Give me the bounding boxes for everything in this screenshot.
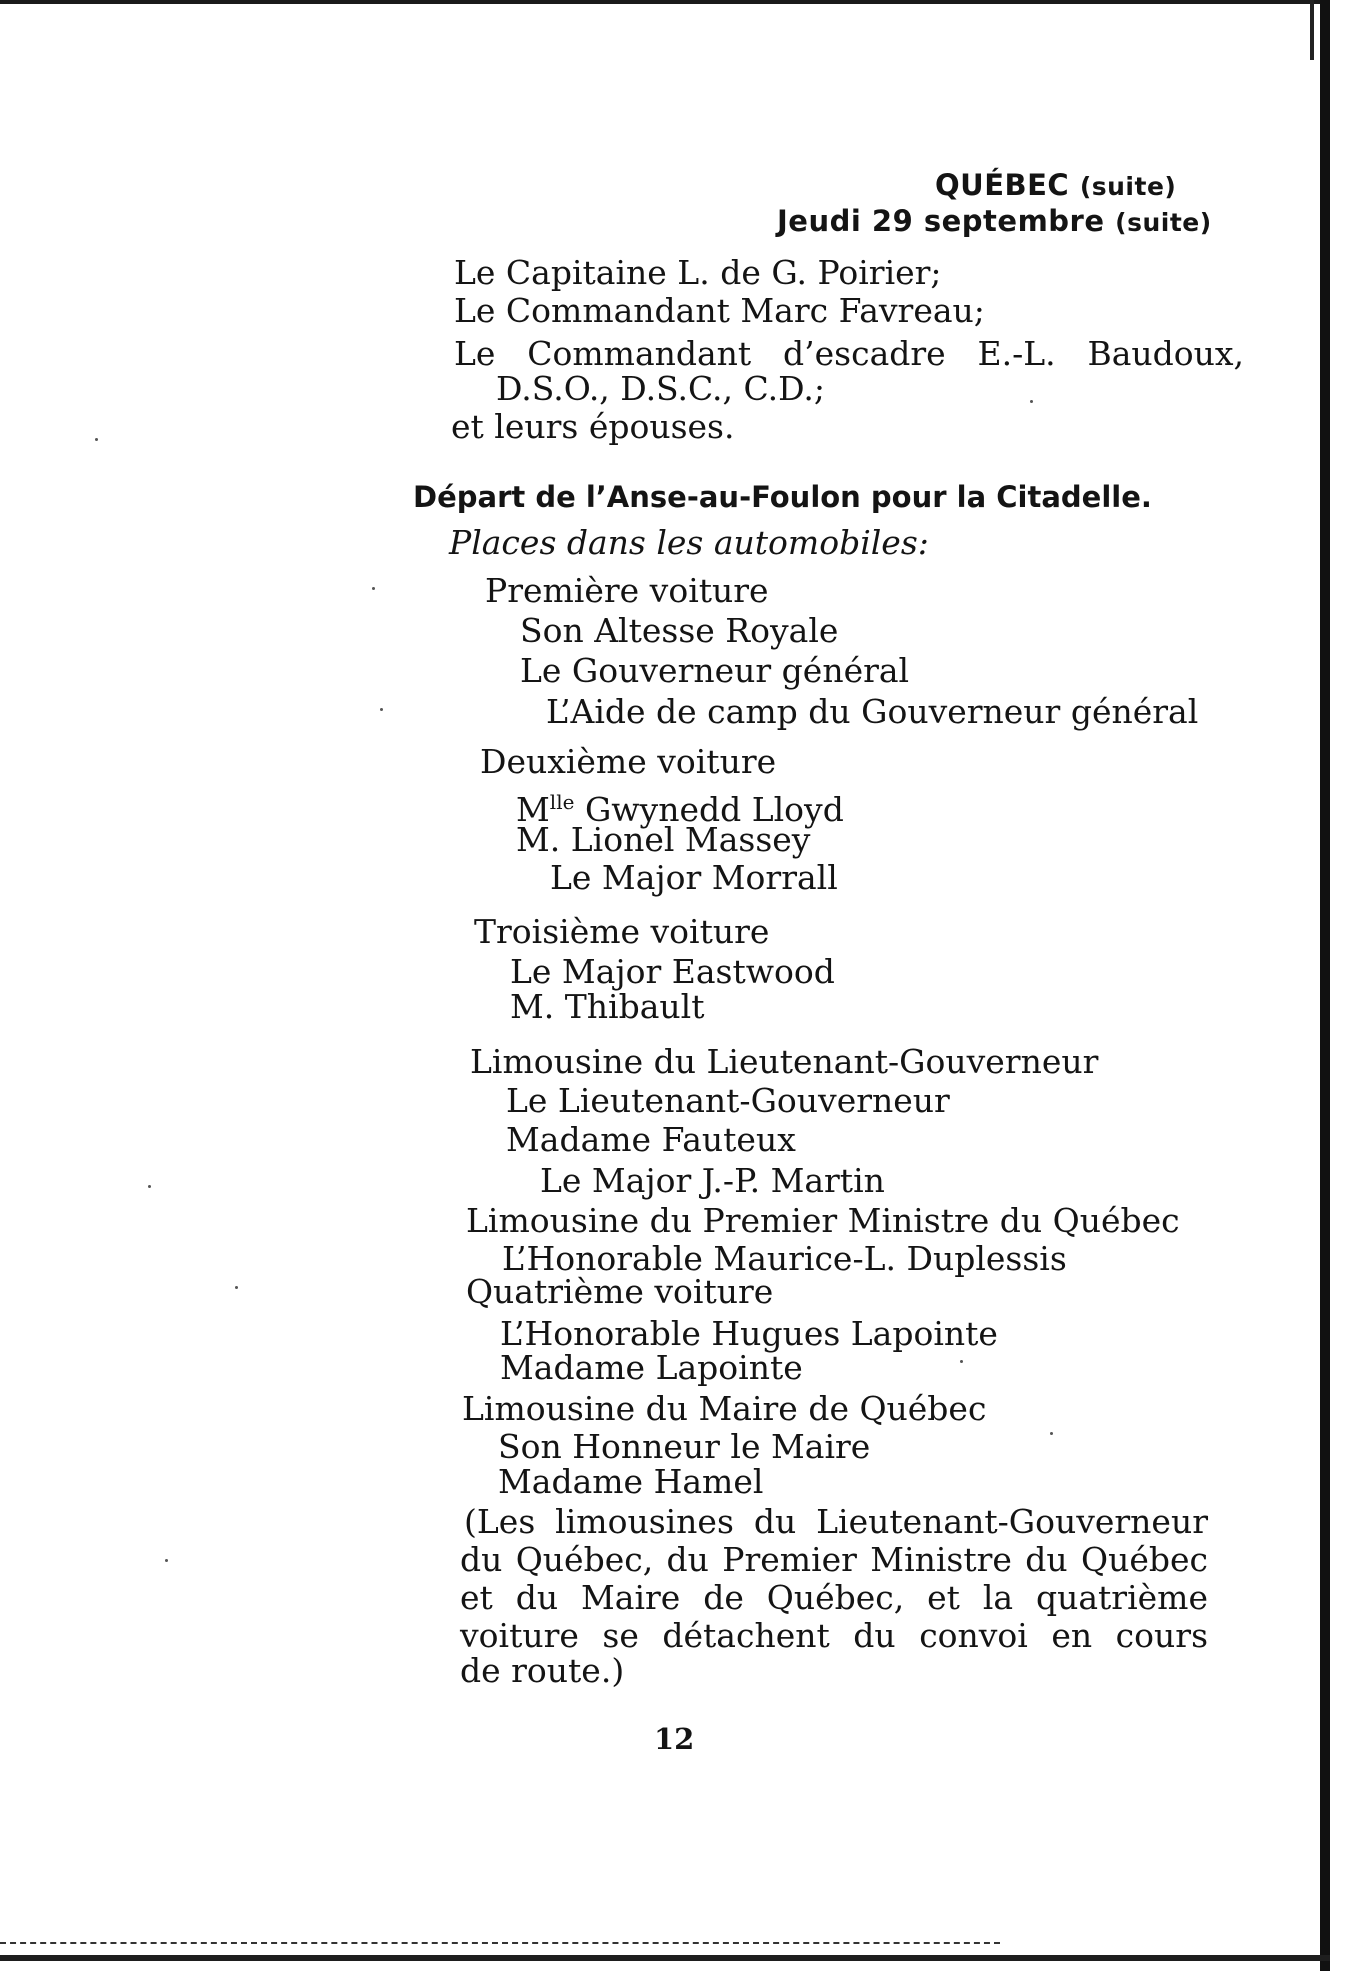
car-passenger: Le Major J.-P. Martin xyxy=(540,1161,885,1200)
car-passenger: Son Honneur le Maire xyxy=(498,1427,871,1466)
car-title: Première voiture xyxy=(485,571,769,610)
header-date xyxy=(777,202,1212,242)
header-date-text: Jeudi 29 septembre xyxy=(777,204,1105,238)
title-prefix: M xyxy=(516,790,550,829)
section-heading: Départ de l’Anse-au-Foulon pour la Citadelle. xyxy=(413,480,1152,514)
speck xyxy=(165,1559,168,1562)
header-place xyxy=(935,166,1176,206)
header-place-suffix: (suite) xyxy=(1079,172,1177,201)
car-passenger: M. Thibault xyxy=(510,987,705,1026)
car-title: Limousine du Maire de Québec xyxy=(462,1389,987,1428)
scan-edge-bottom xyxy=(0,1955,1330,1961)
car-passenger: Le Lieutenant-Gouverneur xyxy=(506,1081,950,1120)
car-passenger: L’Honorable Hugues Lapointe xyxy=(500,1314,998,1353)
speck xyxy=(148,1185,151,1188)
guest-line-justified xyxy=(454,335,1244,373)
car-title: Limousine du Lieutenant-Gouverneur xyxy=(470,1042,1099,1081)
car-passenger: Son Altesse Royale xyxy=(520,611,839,650)
note-line: de route.) xyxy=(460,1651,625,1690)
car-title: Quatrième voiture xyxy=(466,1272,774,1311)
speck xyxy=(380,708,383,711)
scan-edge-right-accent xyxy=(1310,0,1314,60)
scan-edge-top xyxy=(0,0,1330,4)
car-passenger: Madame Fauteux xyxy=(506,1120,796,1159)
guest-word: d’escadre xyxy=(783,334,946,373)
note-line: voiture se détachent du convoi en cours xyxy=(460,1616,1208,1655)
car-title: Limousine du Premier Ministre du Québec xyxy=(466,1201,1180,1240)
scan-edge-right xyxy=(1320,0,1330,1971)
scan-edge-bottom-dashed xyxy=(0,1942,1000,1946)
note-line: du Québec, du Premier Ministre du Québec xyxy=(460,1540,1208,1579)
guest-line: Le Capitaine L. de G. Poirier; xyxy=(454,253,942,292)
car-passenger: Madame Lapointe xyxy=(500,1348,803,1387)
car-passenger: L’Aide de camp du Gouverneur général xyxy=(546,692,1199,731)
car-passenger: Madame Hamel xyxy=(498,1462,764,1501)
car-passenger: Le Gouverneur général xyxy=(520,651,910,690)
guest-line: D.S.O., D.S.C., C.D.; xyxy=(496,369,825,408)
speck xyxy=(235,1286,238,1289)
car-title: Troisième voiture xyxy=(474,912,770,951)
car-passenger: Le Major Morrall xyxy=(550,858,838,897)
guest-line: Le Commandant Marc Favreau; xyxy=(454,291,985,330)
guest-word: Le Commandant xyxy=(454,334,752,373)
subheading: Places dans les automobiles: xyxy=(449,523,929,562)
passenger-name: Gwynedd Lloyd xyxy=(584,790,844,829)
speck xyxy=(372,587,375,590)
speck xyxy=(960,1360,963,1363)
header-date-suffix: (suite) xyxy=(1115,208,1212,237)
car-passenger: M. Lionel Massey xyxy=(516,820,811,859)
car-passenger: L’Honorable Maurice-L. Duplessis xyxy=(502,1239,1067,1278)
guest-word: Baudoux, xyxy=(1087,334,1244,373)
guest-word: E.-L. xyxy=(977,334,1056,373)
speck xyxy=(95,438,98,441)
car-title: Deuxième voiture xyxy=(480,742,777,781)
speck xyxy=(1030,400,1033,403)
page-number: 12 xyxy=(654,1722,695,1756)
note-line: (Les limousines du Lieutenant-Gouverneur xyxy=(464,1502,1208,1541)
header-place-name: QUÉBEC xyxy=(935,168,1070,202)
car-passenger: Le Major Eastwood xyxy=(510,952,835,991)
guest-line: et leurs épouses. xyxy=(451,407,735,446)
speck xyxy=(1050,1432,1053,1435)
note-line: et du Maire de Québec, et la quatrième xyxy=(460,1578,1208,1617)
title-superscript: lle xyxy=(549,790,575,814)
